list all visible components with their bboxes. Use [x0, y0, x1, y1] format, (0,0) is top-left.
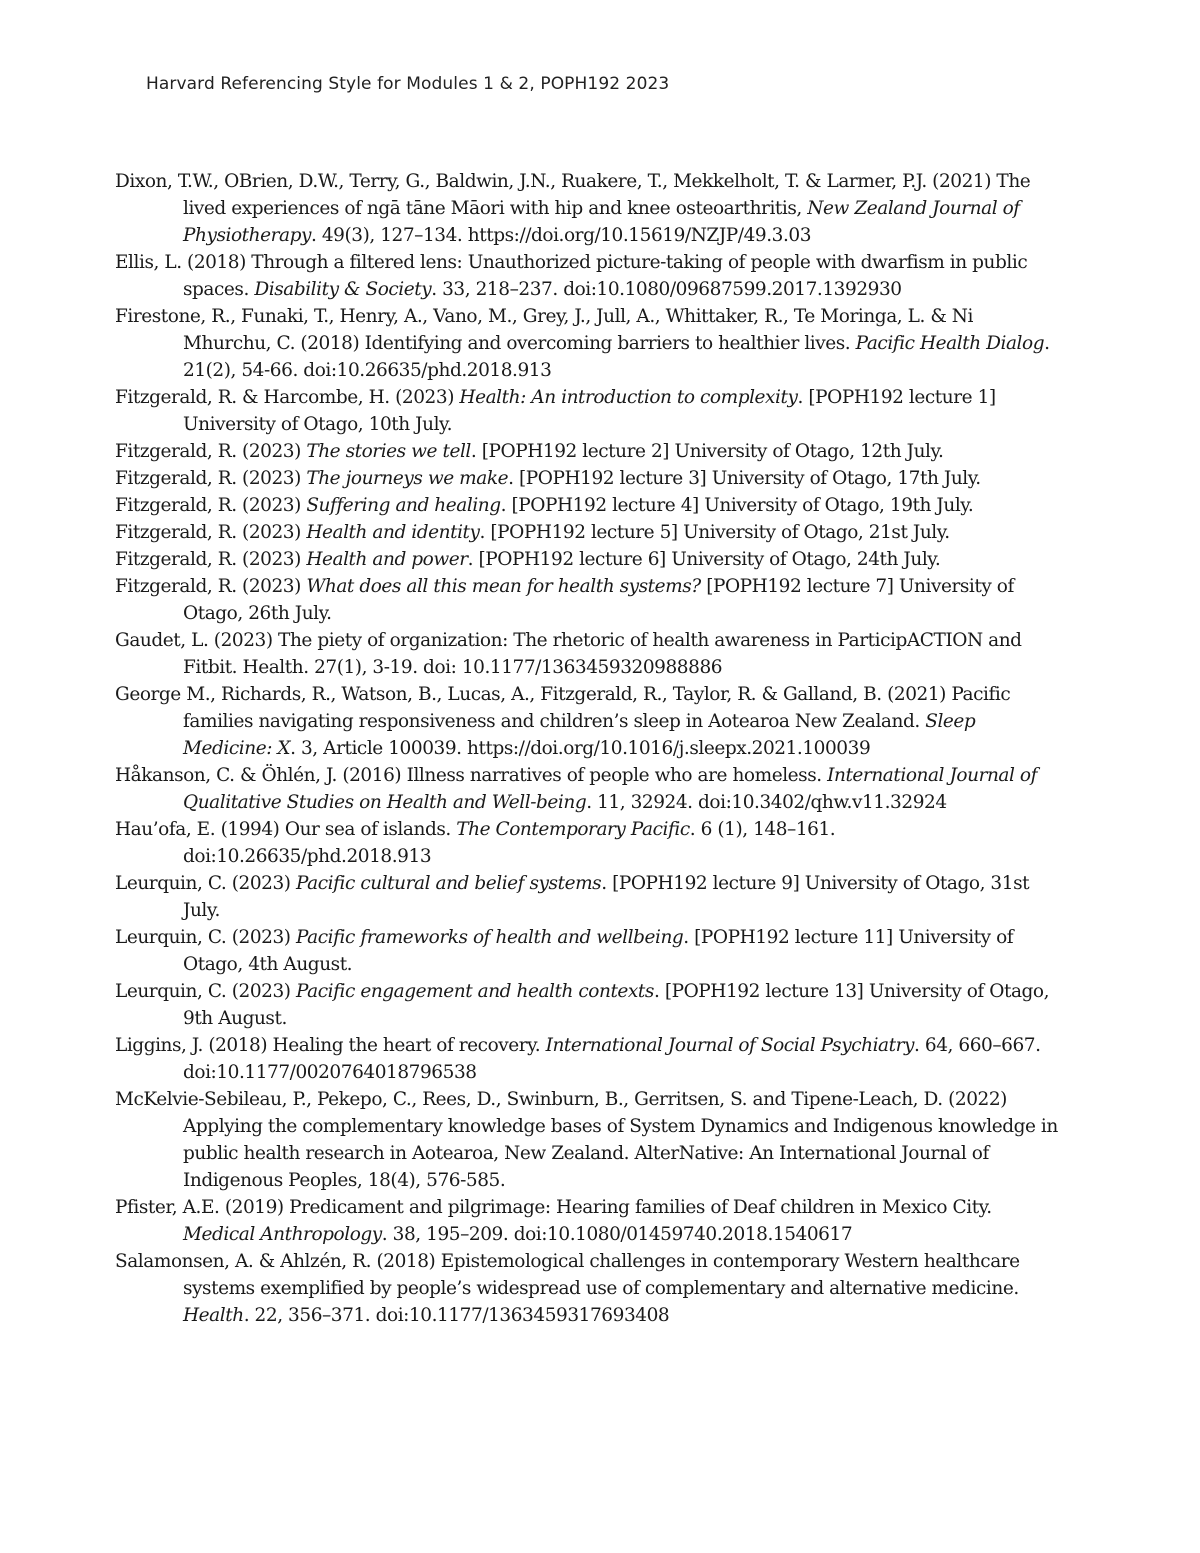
- reference-title: Pacific frameworks of health and wellbeing: [296, 927, 684, 948]
- reference-title: Health and identity: [306, 522, 480, 543]
- page-header: Harvard Referencing Style for Modules 1 & 2, POPH192 2023: [146, 74, 670, 94]
- reference-publication-details: . [POPH192 lecture 11] University of Otago, 4th August.: [183, 927, 1014, 975]
- reference-publication-details: . [POPH192 lecture 5] University of Otago, 21st July.: [479, 522, 950, 543]
- reference-entry: [115, 303, 1065, 384]
- reference-authors-and-details: Leurquin, C. (2023): [115, 927, 296, 948]
- reference-entry: [115, 924, 1065, 978]
- reference-title: The Contemporary Pacific: [456, 819, 690, 840]
- reference-entry: [115, 1086, 1065, 1194]
- reference-authors-and-details: Fitzgerald, R. (2023): [115, 576, 307, 597]
- reference-authors-and-details: Firestone, R., Funaki, T., Henry, A., Vano, M., Grey, J., Jull, A., Whittaker, R., Te Moringa, L. & Ni Mhurchu, C. (2018) Identifying and overcoming barriers to healthier lives.: [115, 306, 973, 354]
- reference-entry: [115, 438, 1065, 465]
- reference-entry: [115, 681, 1065, 762]
- reference-publication-details: . 38, 195–209. doi:10.1080/01459740.2018.1540617: [381, 1224, 853, 1245]
- reference-authors-and-details: Gaudet, L. (2023) The piety of organization: The rhetoric of health awareness in ParticipACTION and Fitbit. Health. 27(1), 3-19. doi: 10.1177/1363459320988886: [115, 630, 1022, 678]
- reference-publication-details: . [POPH192 lecture 6] University of Otago, 24th July.: [467, 549, 941, 570]
- reference-publication-details: . [POPH192 lecture 9] University of Otago, 31st July.: [183, 873, 1030, 921]
- reference-title: Health: [183, 1305, 244, 1326]
- reference-entry: [115, 519, 1065, 546]
- reference-publication-details: . [POPH192 lecture 3] University of Otago, 17th July.: [508, 468, 981, 489]
- reference-authors-and-details: Ellis, L. (2018) Through a filtered lens: Unauthorized picture-taking of people with dwarfism in public spaces.: [115, 252, 1028, 300]
- reference-entry: [115, 573, 1065, 627]
- reference-authors-and-details: McKelvie-Sebileau, P., Pekepo, C., Rees, D., Swinburn, B., Gerritsen, S. and Tipene-Leach, D. (2022) Applying the complementary knowledge bases of System Dynamics and Indigenous knowledge in public health research in Aotearoa, New Zealand. AlterNative: An International Journal of Indigenous Peoples, 18(4), 576-585.: [115, 1089, 1058, 1191]
- reference-authors-and-details: Hau’ofa, E. (1994) Our sea of islands.: [115, 819, 457, 840]
- reference-authors-and-details: Fitzgerald, R. (2023): [115, 441, 307, 462]
- reference-title: International Journal of Social Psychiatry: [545, 1035, 915, 1056]
- reference-entry: [115, 627, 1065, 681]
- reference-authors-and-details: Håkanson, C. & Öhlén, J. (2016) Illness narratives of people who are homeless.: [115, 765, 828, 786]
- reference-publication-details: . 33, 218–237. doi:10.1080/09687599.2017.1392930: [431, 279, 902, 300]
- reference-entry: [115, 816, 1065, 870]
- reference-title: Pacific cultural and belief systems: [296, 873, 602, 894]
- reference-publication-details: . 22, 356–371. doi:10.1177/1363459317693408: [243, 1305, 670, 1326]
- reference-entry: [115, 492, 1065, 519]
- reference-title: What does all this mean for health systems?: [306, 576, 701, 597]
- reference-entry: [115, 870, 1065, 924]
- reference-authors-and-details: Leurquin, C. (2023): [115, 873, 296, 894]
- reference-entry: [115, 762, 1065, 816]
- reference-entry: [115, 168, 1065, 249]
- reference-publication-details: . 64, 660–667. doi:10.1177/0020764018796538: [183, 1035, 1041, 1083]
- reference-publication-details: . 11, 32924. doi:10.3402/qhw.v11.32924: [586, 792, 947, 813]
- reference-title: The journeys we make: [306, 468, 509, 489]
- reference-authors-and-details: Fitzgerald, R. (2023): [115, 468, 307, 489]
- reference-authors-and-details: Leurquin, C. (2023): [115, 981, 296, 1002]
- reference-entry: [115, 546, 1065, 573]
- reference-publication-details: . [POPH192 lecture 13] University of Otago, 9th August.: [183, 981, 1050, 1029]
- reference-authors-and-details: Fitzgerald, R. & Harcombe, H. (2023): [115, 387, 460, 408]
- reference-publication-details: . [POPH192 lecture 2] University of Otago, 12th July.: [470, 441, 944, 462]
- reference-publication-details: . 6 (1), 148–161. doi:10.26635/phd.2018.913: [183, 819, 836, 867]
- reference-authors-and-details: Fitzgerald, R. (2023): [115, 522, 307, 543]
- reference-list: [115, 168, 1065, 1329]
- reference-authors-and-details: Liggins, J. (2018) Healing the heart of recovery.: [115, 1035, 546, 1056]
- reference-title: Disability & Society: [254, 279, 432, 300]
- reference-entry: [115, 249, 1065, 303]
- reference-title: Suffering and healing: [306, 495, 501, 516]
- reference-title: Pacific Health Dialog: [855, 333, 1045, 354]
- reference-title: International Journal of Qualitative Studies on Health and Well-being: [183, 765, 1037, 813]
- reference-title: Health and power: [306, 549, 468, 570]
- reference-publication-details: . [POPH192 lecture 4] University of Otago, 19th July.: [500, 495, 974, 516]
- reference-publication-details: . 21(2), 54-66. doi:10.26635/phd.2018.913: [183, 333, 1050, 381]
- reference-title: The stories we tell: [306, 441, 471, 462]
- reference-authors-and-details: George M., Richards, R., Watson, B., Lucas, A., Fitzgerald, R., Taylor, R. & Galland, B. (2021) Pacific families navigating responsiveness and children’s sleep in Aotearoa New Zealand.: [115, 684, 1011, 732]
- reference-publication-details: . [POPH192 lecture 1] University of Otago, 10th July.: [183, 387, 996, 435]
- reference-publication-details: . 3, Article 100039. https://doi.org/10.1016/j.sleepx.2021.100039: [290, 738, 871, 759]
- reference-entry: [115, 1032, 1065, 1086]
- reference-authors-and-details: Dixon, T.W., OBrien, D.W., Terry, G., Baldwin, J.N., Ruakere, T., Mekkelholt, T. & Larmer, P.J. (2021) The lived experiences of ngā tāne Māori with hip and knee osteoarthritis,: [115, 171, 1031, 219]
- reference-publication-details: [POPH192 lecture 7] University of Otago, 26th July.: [183, 576, 1014, 624]
- reference-title: New Zealand Journal of Physiotherapy: [183, 198, 1020, 246]
- reference-authors-and-details: Fitzgerald, R. (2023): [115, 549, 307, 570]
- reference-entry: [115, 978, 1065, 1032]
- reference-title: Sleep Medicine: X: [183, 711, 976, 759]
- reference-entry: [115, 1248, 1065, 1329]
- reference-entry: [115, 384, 1065, 438]
- reference-entry: [115, 1194, 1065, 1248]
- reference-authors-and-details: Fitzgerald, R. (2023): [115, 495, 307, 516]
- reference-title: Health: An introduction to complexity: [459, 387, 798, 408]
- reference-title: Medical Anthropology: [183, 1224, 382, 1245]
- reference-authors-and-details: Pfister, A.E. (2019) Predicament and pilgrimage: Hearing families of Deaf children in Mexico City.: [115, 1197, 992, 1218]
- reference-entry: [115, 465, 1065, 492]
- reference-publication-details: . 49(3), 127–134. https://doi.org/10.15619/NZJP/49.3.03: [310, 225, 812, 246]
- reference-title: Pacific engagement and health contexts: [296, 981, 654, 1002]
- reference-authors-and-details: Salamonsen, A. & Ahlzén, R. (2018) Epistemological challenges in contemporary Western healthcare systems exemplified by people’s widespread use of complementary and alternative medicine.: [115, 1251, 1020, 1299]
